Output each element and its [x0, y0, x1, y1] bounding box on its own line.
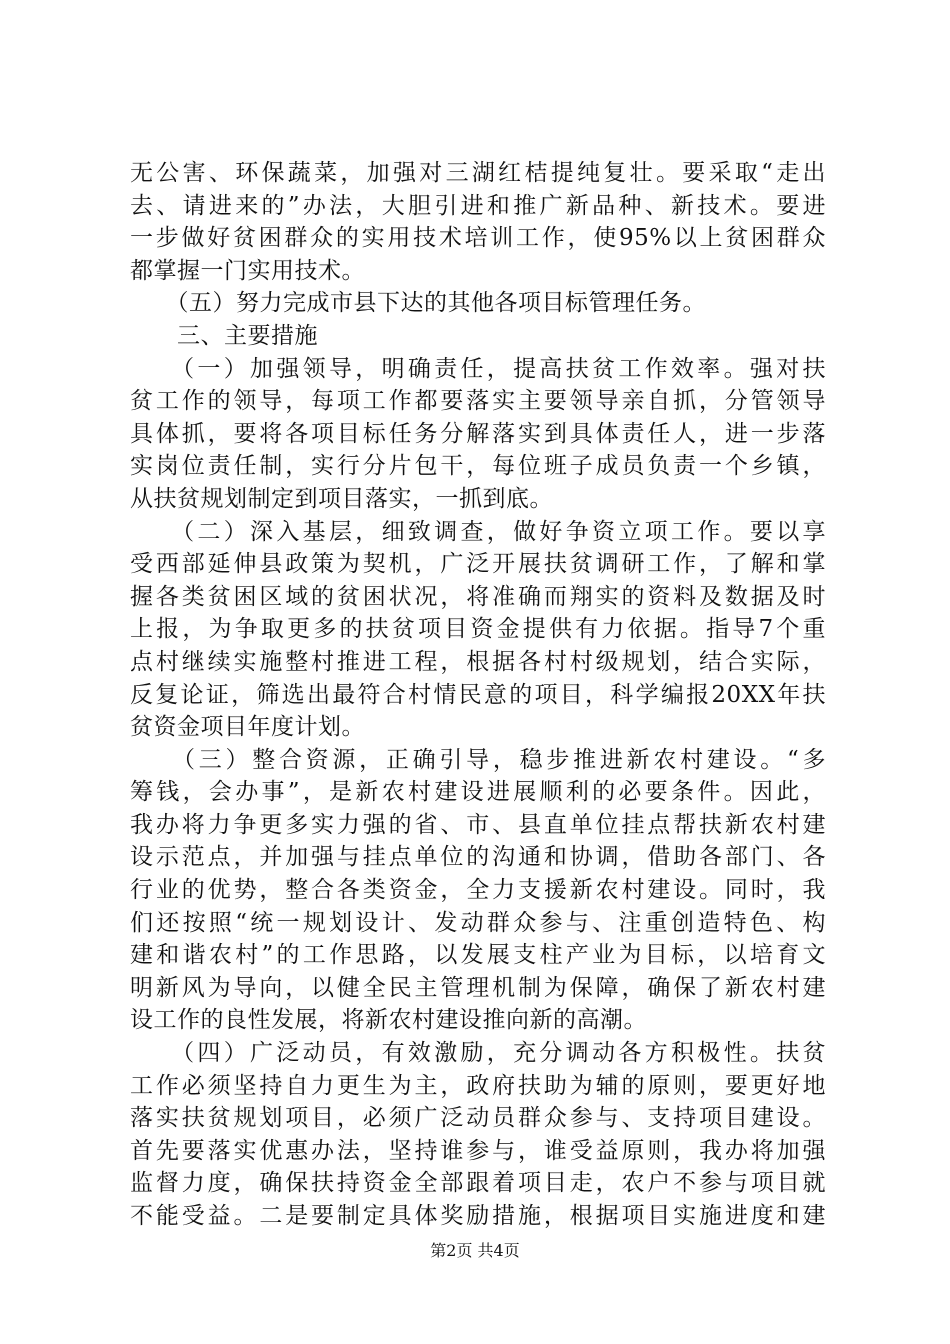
text-line: 监督力度，确保扶持资金全部跟着项目走，农户不参与项目就	[130, 1170, 826, 1197]
text-line: 无公害、环保蔬菜，加强对三湖红桔提纯复壮。要采取“走出	[130, 160, 826, 186]
text-line: 从扶贫规划制定到项目落实，一抓到底。	[130, 485, 553, 512]
text-line: （一）加强领导，明确责任，提高扶贫工作效率。强对扶	[130, 355, 826, 382]
text-line: 三、主要措施	[130, 322, 318, 349]
text-line: 握各类贫困区域的贫困状况，将准确而翔实的资料及数据及时	[130, 583, 826, 610]
text-line: （二）深入基层，细致调查，做好争资立项工作。要以享	[130, 518, 826, 545]
text-line: 明新风为导向，以健全民主管理机制为保障，确保了新农村建	[130, 974, 826, 1001]
text-line: 不能受益。二是要制定具体奖励措施，根据项目实施进度和建	[130, 1203, 826, 1229]
text-line: 上报，为争取更多的扶贫项目资金提供有力依据。指导7个重	[130, 616, 826, 643]
text-line: 行业的优势，整合各类资金，全力支援新农村建设。同时，我	[130, 877, 826, 904]
text-line: 我办将力争更多实力强的省、市、县直单位挂点帮扶新农村建	[130, 811, 826, 838]
page-footer: 第2页 共4页	[430, 1241, 520, 1260]
text-line: 们还按照“统一规划设计、发动群众参与、注重创造特色、构	[130, 909, 826, 936]
text-line: 反复论证，筛选出最符合村情民意的项目，科学编报20XX年扶	[130, 681, 826, 708]
text-line: 点村继续实施整村推进工程，根据各村村级规划，结合实际，	[130, 648, 826, 675]
text-line: （三）整合资源，正确引导，稳步推进新农村建设。“多	[130, 746, 826, 773]
text-line: 设示范点，并加强与挂点单位的沟通和协调，借助各部门、各	[130, 844, 826, 871]
text-line: 设工作的良性发展，将新农村建设推向新的高潮。	[130, 1007, 647, 1034]
text-line: 首先要落实优惠办法，坚持谁参与，谁受益原则，我办将加强	[130, 1137, 826, 1164]
text-line: 工作必须坚持自力更生为主，政府扶助为辅的原则，要更好地	[130, 1072, 826, 1099]
text-line: 筹钱，会办事”，是新农村建设进展顺利的必要条件。因此，	[130, 779, 826, 806]
text-line: 一步做好贫困群众的实用技术培训工作，使95%以上贫困群众	[130, 225, 826, 252]
text-line: 贫资金项目年度计划。	[130, 714, 365, 741]
text-line: 实岗位责任制，实行分片包干，每位班子成员负责一个乡镇，	[130, 453, 826, 480]
text-line: 具体抓，要将各项目标任务分解落实到具体责任人，进一步落	[130, 420, 826, 447]
text-line: 落实扶贫规划项目，必须广泛动员群众参与、支持项目建设。	[130, 1105, 826, 1132]
text-line: （五）努力完成市县下达的其他各项目标管理任务。	[130, 290, 706, 317]
text-line: 贫工作的领导，每项工作都要落实主要领导亲自抓，分管领导	[130, 388, 826, 415]
text-line: 都掌握一门实用技术。	[130, 257, 365, 284]
text-line: 去、请进来的”办法，大胆引进和推广新品种、新技术。要进	[130, 192, 826, 219]
text-line: 受西部延伸县政策为契机，广泛开展扶贫调研工作，了解和掌	[130, 551, 826, 578]
text-line: 建和谐农村”的工作思路，以发展支柱产业为目标，以培育文	[130, 942, 826, 969]
body-text	[130, 157, 826, 1233]
text-line: （四）广泛动员，有效激励，充分调动各方积极性。扶贫	[130, 1040, 826, 1067]
